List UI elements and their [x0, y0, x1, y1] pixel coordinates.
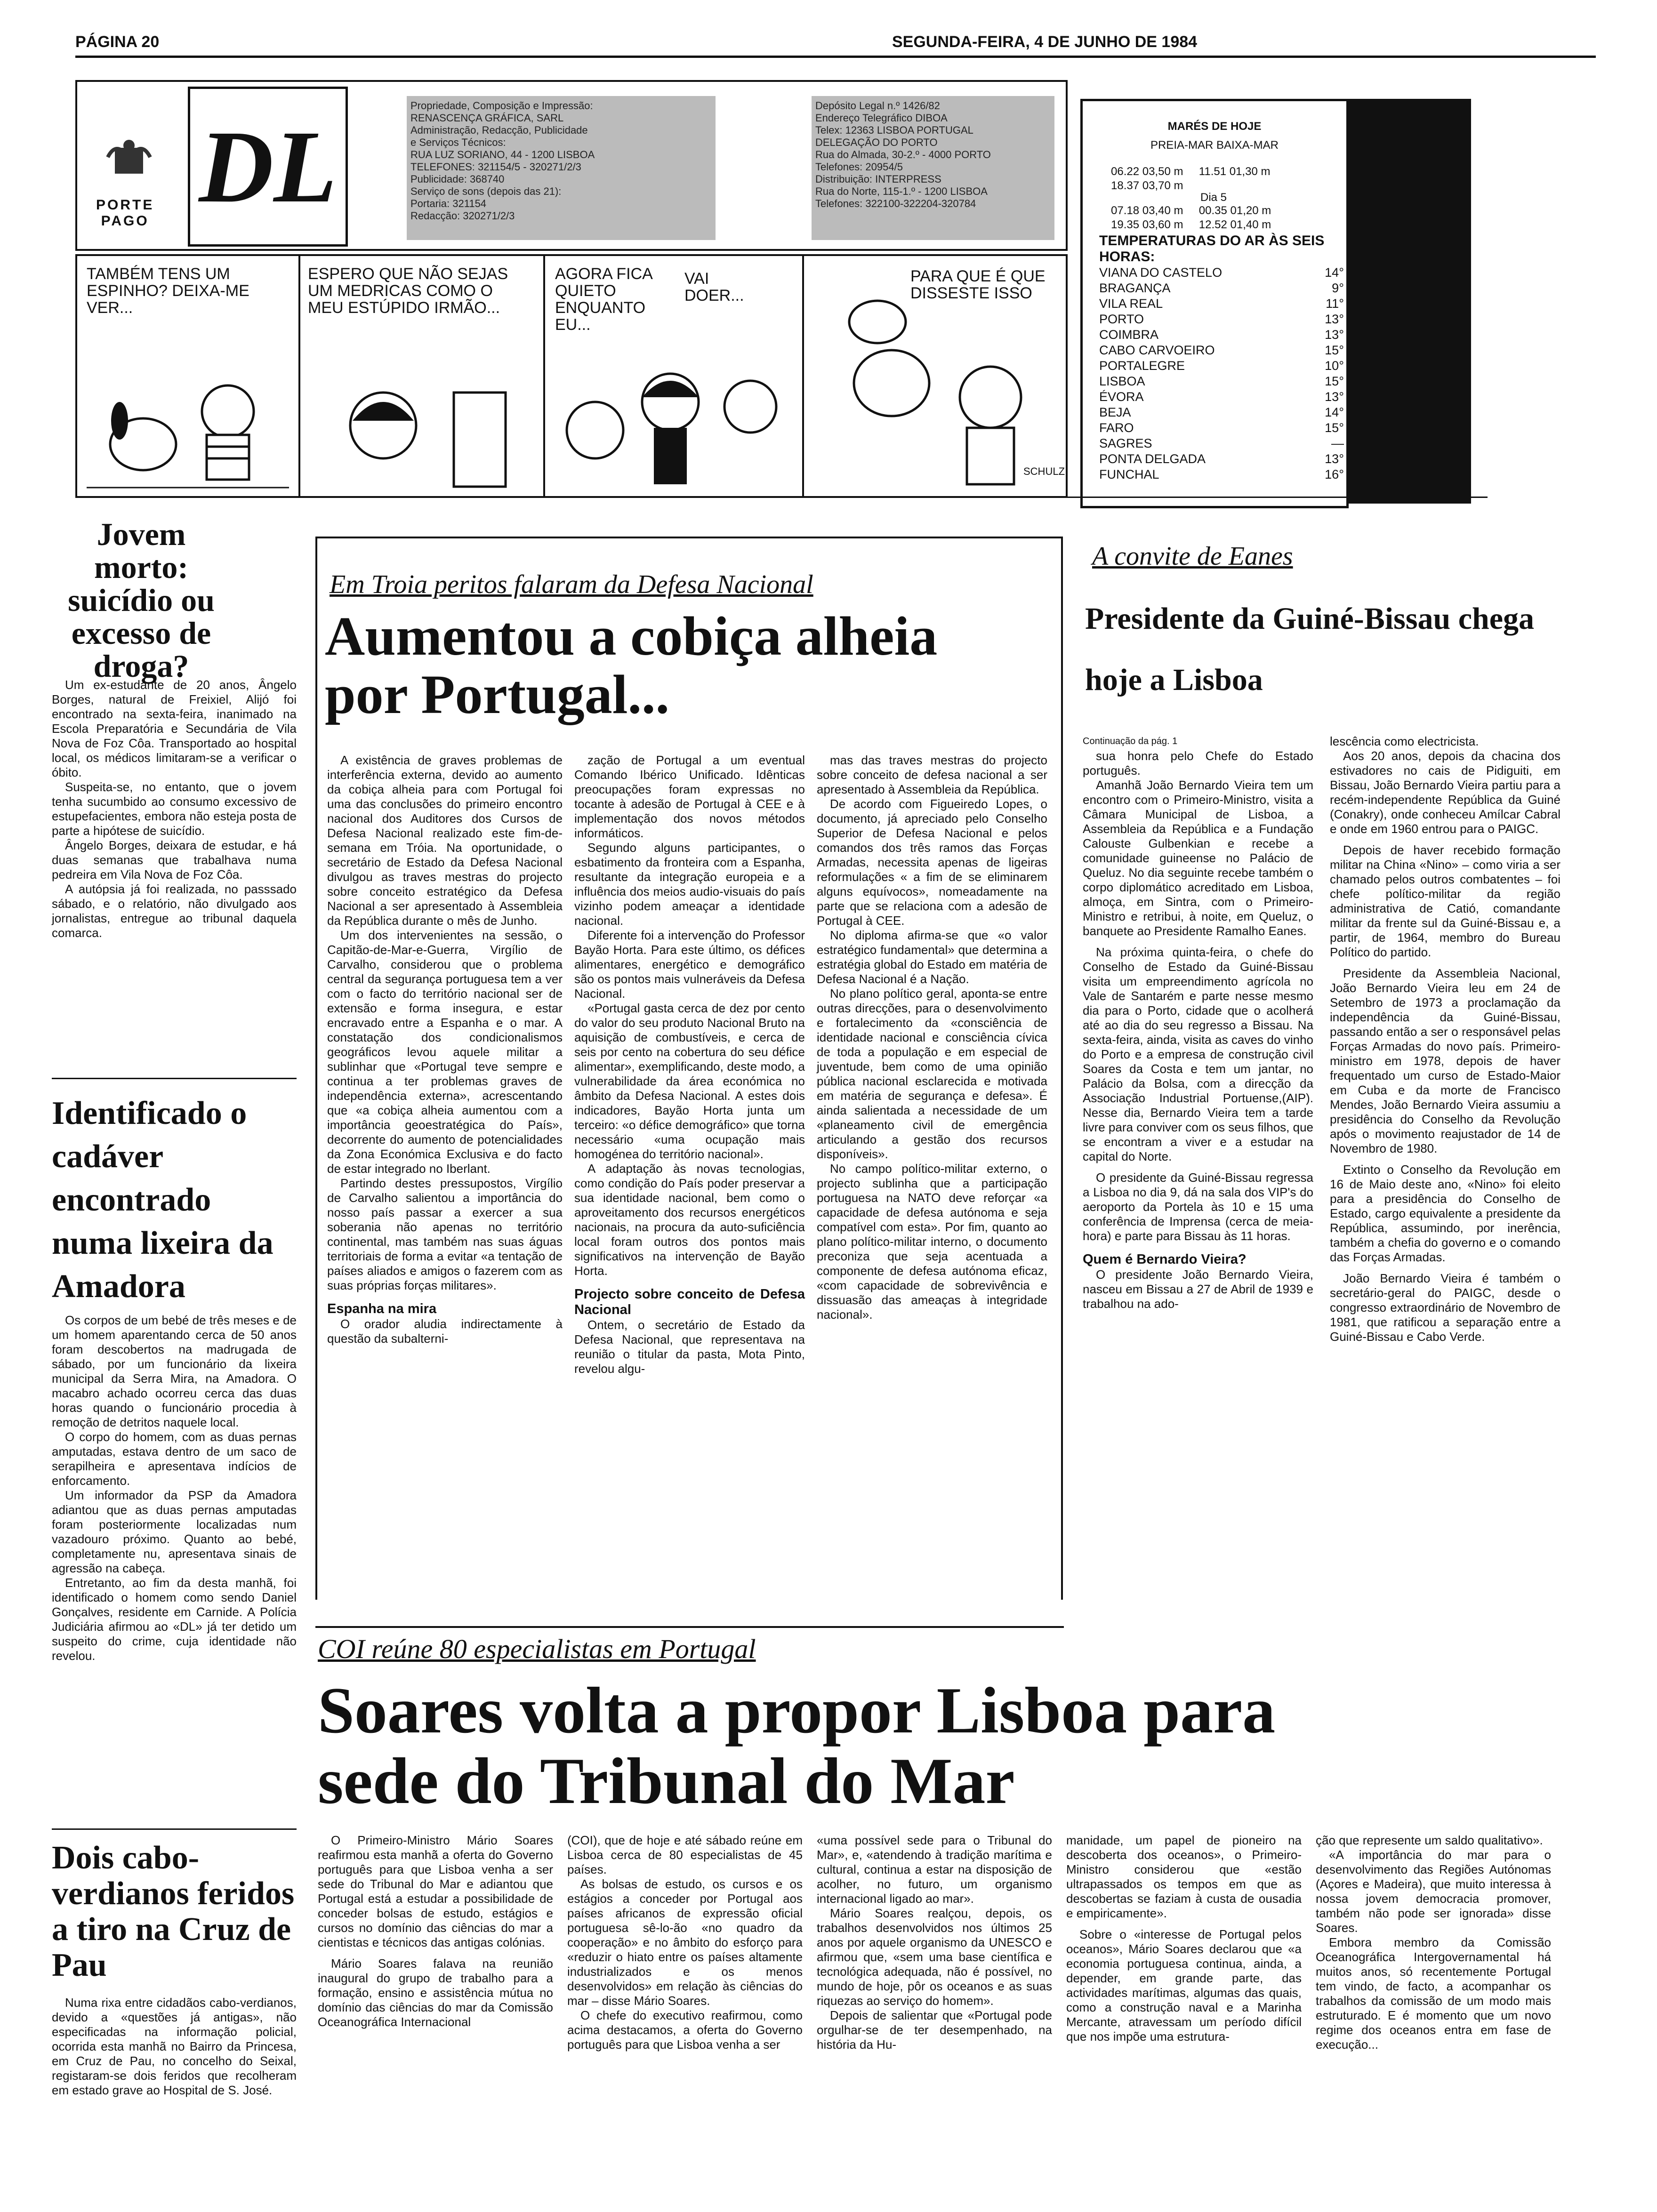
bottom-column-5: [1316, 1833, 1551, 2052]
temperature-row: [1099, 436, 1344, 451]
bottom-paragraph: (COI), que de hoje e até sábado reúne em Lisboa cerca de 80 especialistas de 45 países.: [567, 1833, 803, 1876]
center-subhead: Projecto sobre conceito de Defesa Nacional: [574, 1287, 805, 1317]
center-subhead: Espanha na mira: [327, 1301, 437, 1316]
center-title: Aumentou a cobiça alheia por Portugal...: [325, 605, 938, 725]
temperature-city: VIANA DO CASTELO: [1099, 265, 1223, 280]
comic-signature: SCHULZ: [1023, 465, 1065, 477]
center-paragraph: Partindo destes pressupostos, Virgílio de Carvalho salientou a importância do nosso país passar a exercer a sua soberania não apenas no território continental, mas também nas suas águas territoriais de forma a evitar «a tentação de países aliados e amigos o fazerem com as suas próprias forças militares».: [327, 1176, 563, 1292]
right-kicker: A convite de Eanes: [1092, 542, 1293, 571]
article-1-body: [52, 678, 297, 940]
page-date: SEGUNDA-FEIRA, 4 DE JUNHO DE 1984: [892, 33, 1198, 51]
temperature-city: COIMBRA: [1099, 328, 1159, 342]
bottom-paragraph: manidade, um papel de pioneiro na descoberta dos oceanos», o Primeiro-Ministro considerou que «estão ultrapassados os tempos em que as descobertas se faziam à custa de ousadia e empiricamente».: [1066, 1833, 1302, 1920]
temperature-city: PONTA DELGADA: [1099, 452, 1206, 466]
temperature-row: [1099, 343, 1344, 358]
comic-bubble-3b: VAI DOER...: [684, 270, 744, 305]
temperature-city: PORTALEGRE: [1099, 359, 1185, 373]
crest-icon: [105, 138, 153, 181]
masthead-legal: Depósito Legal n.º 1426/82 Endereço Telegráfico DIBOA Telex: 12363 LISBOA PORTUGAL DELEGAÇÃO DO PORTO Rua do Almada, 30-2.º - 4000 PORTO Telefones: 20954/5 Distribuição: INTERPRESS Rua do Norte, 115-1.º - 1200 LISBOA Telefones: 322100-322204-320784: [812, 96, 1054, 240]
right-paragraph: Amanhã João Bernardo Vieira tem um encontro com o Primeiro-Ministro, visita a Câmara Municipal de Lisboa, a Assembleia da República e a Fundação Calouste Gulbenkian e recebe a comunidade guineense no Palácio de Queluz. No dia seguinte recebe também o corpo diplomático acreditado em Lisboa, almoça, em Sintra, com o Primeiro-Ministro e retribui, à noite, em Queluz, o banquete ao Presidente Ramalho Eanes.: [1083, 778, 1313, 938]
article-1-paragraph: A autópsia já foi realizada, no passsado sábado, e o relatório, não divulgado aos jornalistas, entregue ao tribunal daquela comarca.: [52, 882, 297, 940]
temperature-city: FARO: [1099, 421, 1134, 435]
temperature-value: 9°: [1332, 281, 1344, 295]
temperature-row: [1099, 358, 1344, 374]
right-paragraph: Na próxima quinta-feira, o chefe do Conselho de Estado da Guiné-Bissau visita um empreendimento agrícola no Vale de Santarém e parte nesse mesmo dia para o Porto, cidade que o acolherá até ao dia do seu regresso a Bissau. Na sexta-feira, ainda, visita as caves do vinho do Porto e a empresa de construção civil Soares da Costa e tem um jantar, no Palácio da Bolsa, com a direcção da Associação Industrial Portuense,(AIP). Nesse dia, Bernardo Vieira tem a tarde livre para conviver com os seus filhos, que se encontram a viver e a estudar na capital do Norte.: [1083, 945, 1313, 1163]
right-paragraph: João Bernardo Vieira é também o secretário-geral do PAIGC, desde o congresso extraordinário de Novembro de 1981, que ratificou a separação entre a Guiné-Bissau e Cabo Verde.: [1330, 1271, 1560, 1344]
bottom-paragraph: ção que represente um saldo qualitativo».: [1316, 1833, 1543, 1847]
article-2-title: Identificado o cadáver encontrado numa lixeira da Amadora: [52, 1095, 273, 1305]
comic-panel-2: [298, 256, 545, 496]
temperature-row: [1099, 281, 1344, 296]
temperatures-title: TEMPERATURAS DO AR ÀS SEIS HORAS:: [1099, 233, 1325, 264]
header-rule: [75, 56, 1596, 58]
tides-day5-label: Dia 5: [1200, 191, 1227, 204]
dark-block: [1346, 99, 1471, 504]
temperature-row: [1099, 327, 1344, 343]
center-paragraph: Diferente foi a intervenção do Professor Bayão Horta. Para este último, os défices alimentares, energético e demográfico são os pontos mais vulneráveis da Defesa Nacional.: [574, 928, 805, 1001]
article-1-title: Jovem morto: suicídio ou excesso de droga?: [68, 516, 215, 684]
temperature-city: FUNCHAL: [1099, 467, 1159, 481]
comic-panel-3: [543, 256, 804, 496]
temperature-row: [1099, 265, 1344, 281]
bottom-column-1: [318, 1833, 553, 2029]
temperatures: [1099, 233, 1344, 482]
bottom-paragraph: O Primeiro-Ministro Mário Soares reafirmou esta manhã a oferta do Governo português para que Lisboa venha a ser sede do Tribunal do Mar e adiantou que Portugal está a estudar a possibilidade de conceder bolsas de estudo, estágios e cursos no domínio das ciências do mar a cientistas e técnicos das antigas colónias.: [318, 1833, 553, 1949]
masthead-owner: Propriedade, Composição e Impressão: RENASCENÇA GRÁFICA, SARL Administração, Redacção, Publicidade e Serviços Técnicos: RUA LUZ SORIANO, 44 - 1200 LISBOA TELEFONES: 321154/5 - 320271/2/3 Publicidade: 368740 Serviço de sons (depois das 21): Portaria: 321154 Redacção: 320271/2/3: [407, 96, 716, 240]
article-1-paragraph: Suspeita-se, no entanto, que o jovem tenha sucumbido ao consumo excessivo de estupefacientes, embora não esteja posta de parte a hipótese de suicídio.: [52, 780, 297, 838]
bottom-paragraph: As bolsas de estudo, os cursos e os estágios a conceder por Portugal aos países africanos de expressão oficial portuguesa sê-lo-ão «no quadro da cooperação» e no âmbito do esforço para «reduzir o hiato entre os países altamente industrializados e os menos desenvolvidos» em relação às ciências do mar – disse Mário Soares.: [567, 1877, 803, 2008]
bottom-title: Soares volta a propor Lisboa para sede do Tribunal do Mar: [318, 1674, 1276, 1818]
center-paragraph: Um dos intervenientes na sessão, o Capitão-de-Mar-e-Guerra, Virgílio de Carvalho, considerou que o problema central da segurança portuguesa tem a ver com o facto do território nacional ser de extensão e forma insegura, e estar encravado entre a Espanha e o mar. A constatação dos condicionalismos geográficos levou aquele militar a sublinhar que «Portugal teve sempre e continua a ter problemas graves de independência externa», acrescentando que «a cobiça alheia aumentou com a importância geoestratégica do País», decorrente do aumento de potencialidades da Zona Económica Exclusiva e do facto de estar integrado no Iberlant.: [327, 928, 563, 1176]
dl-logo: DL: [188, 87, 348, 247]
center-column-1: [327, 753, 563, 1346]
article-1-paragraph: Ângelo Borges, deixara de estudar, e há duas semanas que trabalhava numa pedreira em Vila Nova de Foz Côa.: [52, 838, 297, 882]
article-3-paragraph: Numa rixa entre cidadãos cabo-verdianos, devido a «questões já antigas», não especificadas na informação policial, ocorrida esta manhã no Bairro da Princesa, em Cruz de Pau, no concelho do Seixal, registaram-se dois feridos que recolheram em estado grave ao Hospital de S. José.: [52, 1996, 297, 2097]
article-2-paragraph: Entretanto, ao fim da desta manhã, foi identificado o homem como sendo Daniel Gonçalves, residente em Carnide. A Polícia Judiciária afirmou ao «DL» já ter detido um suspeito do crime, cuja identidade não revelou.: [52, 1576, 297, 1663]
right-paragraph: lescência como electricista.: [1330, 734, 1479, 748]
right-title: Presidente da Guiné-Bissau chega hoje a Lisboa: [1085, 601, 1535, 697]
bottom-paragraph: O chefe do executivo reafirmou, como acima destacamos, a oferta do Governo português para que Lisboa venha a ser: [567, 2008, 803, 2052]
comic-bubble-3a: AGORA FICA QUIETO ENQUANTO EU...: [555, 265, 652, 334]
temperature-value: 13°: [1325, 452, 1344, 466]
center-paragraph: No diploma afirma-se que «o valor estratégico fundamental» que determina a estratégia global do Estado em matéria de Defesa Nacional é a Nação.: [817, 928, 1047, 986]
temperature-row: [1099, 374, 1344, 389]
temperature-row: [1099, 389, 1344, 405]
snoopy-linus-drawing: [821, 284, 1047, 491]
snoopy-lucy-drawing: [87, 364, 289, 491]
article-2-paragraph: Um informador da PSP da Amadora adiantou que as duas pernas amputadas foram posteriormente localizadas num vazadouro próximo. Quanto ao bebé, completamente nu, apresentava sinais de agressão na cabeça.: [52, 1488, 297, 1575]
article-1-paragraph: Um ex-estudante de 20 anos, Ângelo Borges, natural de Freixiel, Alijó foi encontrado na sexta-feira, inanimado na Escola Preparatória e Secundária de Vila Nova de Foz Côa. Transportado ao hospital local, os médicos limitaram-se a verificar o óbito.: [52, 678, 297, 779]
right-paragraph: O presidente João Bernardo Vieira, nasceu em Bissau a 27 de Abril de 1939 e trabalhou na ado-: [1083, 1267, 1313, 1311]
article-2-body: [52, 1313, 297, 1663]
article-2-paragraph: Os corpos de um bebé de três meses e de um homem aparentando cerca de 50 anos foram descobertos na madrugada de sábado, por um funcionário da lixeira municipal da Serra Mira, na Amadora. O macabro achado ocorreu cerca das duas horas quando o funcionário procedia à remoção de detritos naquele local.: [52, 1313, 297, 1429]
bottom-paragraph: Mário Soares realçou, depois, os trabalhos desenvolvidos nos últimos 25 anos por aquele organismo da UNESCO e afirmou que, «sem uma base científica e tecnológica adequada, não é possível, no mundo de hoje, pôr os oceanos e as suas riquezas ao serviço do homem».: [817, 1906, 1052, 2008]
temperature-row: [1099, 312, 1344, 327]
article-3-body: [52, 1996, 297, 2098]
article-2-paragraph: O corpo do homem, com as duas pernas amputadas, estava dentro de um saco de serapilheira e apresentava indícios de enforcamento.: [52, 1430, 297, 1488]
temperature-value: 15°: [1325, 421, 1344, 435]
right-paragraph: Aos 20 anos, depois da chacina dos estivadores no cais de Pidiguiti, em Bissau, João Bernardo Vieira partiu para a recém-independente República da Guiné (Conakry), onde conheceu Amílcar Cabral e onde em 1960 entrou para o PAIGC.: [1330, 749, 1560, 836]
left-rule-1: [52, 1078, 297, 1079]
masthead: [75, 80, 1068, 251]
bottom-paragraph: «A importância do mar para o desenvolvimento das Regiões Autónomas (Açores e Madeira), que muito interessa à nossa jovem democracia promover, também não pode ser ignorada» disse Soares.: [1316, 1848, 1551, 1935]
bottom-paragraph: Mário Soares falava na reunião inaugural do grupo de trabalho para a formação, ensino e assistência mútua no domínio das ciências do mar da Comissão Oceanográfica Internacional: [318, 1956, 553, 2029]
temperature-city: VILA REAL: [1099, 297, 1163, 311]
temperature-value: 13°: [1325, 328, 1344, 342]
temperature-value: 16°: [1325, 467, 1344, 481]
temperature-list: [1099, 265, 1344, 482]
center-paragraph: De acordo com Figueiredo Lopes, o documento, já apreciado pelo Conselho Superior de Defesa Nacional e pelos comandos dos três ramos das Forças Armadas, necessita apenas de ligeiras reformulações « a fim de se eliminarem alguns equívocos», nomeadamente na parte que se relaciona com a adesão de Portugal à CEE.: [817, 797, 1047, 928]
center-kicker: Em Troia peritos falaram da Defesa Nacional: [330, 570, 813, 599]
center-paragraph: Ontem, o secretário de Estado da Defesa Nacional, que representava na reunião o titular da pasta, Mota Pinto, revelou algu-: [574, 1318, 805, 1376]
right-column-1: [1083, 734, 1313, 1311]
temperature-row: [1099, 420, 1344, 436]
bottom-kicker: COI reúne 80 especialistas em Portugal: [318, 1634, 756, 1664]
tides-day4: 06.22 03,50 m 11.51 01,30 m 18.37 03,70 m: [1111, 165, 1271, 192]
bottom-paragraph: «uma possível sede para o Tribunal do Mar», e, «atendendo à tradição marítima e cultural, continua a estar na disposição de acolher, no futuro, um organismo internacional ligado ao mar».: [817, 1833, 1052, 1906]
temperature-value: 13°: [1325, 390, 1344, 404]
continuation-note: Continuação da pág. 1: [1083, 736, 1178, 746]
temperature-row: [1099, 451, 1344, 467]
left-rule-2: [52, 1828, 297, 1830]
tides-day5: 07.18 03,40 m 00.35 01,20 m 19.35 03,60 m 12.52 01,40 m: [1111, 204, 1271, 231]
comic-panel-1: [77, 256, 300, 496]
comic-bubble-2: ESPERO QUE NÃO SEJAS UM MEDRICAS COMO O MEU ESTÚPIDO IRMÃO...: [308, 265, 508, 317]
center-bottom-rule: [315, 1626, 1064, 1628]
comic-bubble-1: TAMBÉM TENS UM ESPINHO? DEIXA-ME VER...: [87, 265, 249, 317]
temperature-value: 11°: [1326, 297, 1344, 311]
temperature-city: PORTO: [1099, 312, 1144, 326]
temperature-value: 15°: [1325, 374, 1344, 388]
temperature-value: 14°: [1325, 405, 1344, 419]
tides-title: MARÉS DE HOJE: [1167, 120, 1262, 133]
temperature-city: CABO CARVOEIRO: [1099, 343, 1215, 357]
right-column-2: [1330, 734, 1560, 1344]
temperature-city: SAGRES: [1099, 436, 1152, 450]
comic-rule: [75, 497, 1488, 498]
center-column-2: [574, 753, 805, 1376]
temperature-value: 14°: [1325, 265, 1344, 280]
center-paragraph: mas das traves mestras do projecto sobre conceito de defesa nacional a ser apresentado à Assembleia da República.: [817, 753, 1047, 796]
temperature-value: —: [1331, 436, 1344, 450]
temperature-value: 13°: [1325, 312, 1344, 326]
center-paragraph: «Portugal gasta cerca de dez por cento do valor do seu produto Nacional Bruto na aquisição de combustíveis, e cerca de seis por cento na cobertura do seu défice alimentar», exemplificando, deste modo, a vulnerabilidade da área económica no âmbito da Defesa Nacional. A estes dois indicadores, Bayão Horta junta um terceiro: «o défice demográfico» que torna necessário «uma ocupação mais homogénea do território nacional».: [574, 1001, 805, 1161]
temperature-row: [1099, 467, 1344, 482]
page-number: PÁGINA 20: [75, 33, 160, 51]
temperature-city: LISBOA: [1099, 374, 1145, 388]
article-3-title: Dois cabo-verdianos feridos a tiro na Cruz de Pau: [52, 1840, 295, 1983]
center-paragraph: No plano político geral, aponta-se entre outras direcções, para o desenvolvimento e fortalecimento da «consciência de identidade nacional e consciência cívica de toda a população e em especial de juventude, bem como de uma opinião pública nacional esclarecida e motivada em matéria de segurança e defesa». É ainda salientada a necessidade de um «planeamento civil de emergência articulando a gestão dos recursos disponíveis».: [817, 986, 1047, 1161]
temperature-city: BRAGANÇA: [1099, 281, 1171, 295]
tides-columns: PREIA-MAR BAIXA-MAR: [1150, 139, 1279, 152]
bottom-paragraph: Sobre o «interesse de Portugal pelos oceanos», Mário Soares declarou que «a economia portuguesa continua, ainda, a depender, em grande parte, das actividades marítimas, algumas das quais, como a construção naval e a Marinha Mercante, atravessam um período difícil que nos impõe uma estrutura-: [1066, 1927, 1302, 2044]
center-paragraph: Segundo alguns participantes, o esbatimento da fronteira com a Espanha, resultante da integração europeia e a influência dos meios audio-visuais do país vizinho podem ameaçar a identidade nacional.: [574, 841, 805, 928]
right-paragraph: sua honra pelo Chefe do Estado português.: [1083, 749, 1313, 777]
center-paragraph: O orador aludia indirectamente à questão da subalterni-: [327, 1317, 563, 1346]
center-paragraph: A adaptação às novas tecnologias, como condição do País poder preservar a sua identidade nacional, bem como o aproveitamento dos recursos energéticos nacionais, na procura da auto-suficiência local foram outros dos pontos mais significativos na intervenção de Bayão Horta.: [574, 1162, 805, 1278]
bottom-paragraph: Embora membro da Comissão Oceanográfica Intergovernamental há muitos anos, só recentemente Portugal tem vindo, de facto, a acompanhar os trabalhos da comissão de um modo mais estruturado. E é momento que um novo regime dos oceanos entra em fase de execução...: [1316, 1935, 1551, 2052]
temperature-city: ÉVORA: [1099, 390, 1144, 404]
temperature-row: [1099, 405, 1344, 420]
bottom-paragraph: Depois de salientar que «Portugal pode orgulhar-se de ter desempenhado, na história da Hu-: [817, 2008, 1052, 2052]
bottom-column-4: [1066, 1833, 1302, 2044]
center-paragraph: A existência de graves problemas de interferência externa, devido ao aumento da cobiça alheia para com Portugal foi uma das conclusões do primeiro encontro nacional dos Auditores dos Cursos de Defesa Nacional realizado este fim-de-semana em Tróia. Na oportunidade, o secretário de Estado da Defesa Nacional divulgou as traves mestras do projecto sobre conceito estratégico da Defesa Nacional a ser apresentado à Assembleia da República durante o mês de Junho.: [327, 753, 563, 928]
right-paragraph: Depois de haver recebido formação militar na China «Nino» – como viria a ser chamado pelos outros combatentes – foi chefe político-militar da região administrativa de Catió, comandante militar da frente sul da Guiné-Bissau e, a partir, de 1964, membro do Bureau Político do partido.: [1330, 843, 1560, 959]
temperature-city: BEJA: [1099, 405, 1131, 419]
page-header: [75, 28, 1596, 56]
temperature-value: 15°: [1325, 343, 1344, 357]
center-column-3: [817, 753, 1047, 1322]
right-subhead: Quem é Bernardo Vieira?: [1083, 1252, 1247, 1267]
center-paragraph: No campo político-militar externo, o projecto sublinha que a participação portuguesa na NATO deve reforçar «a capacidade de defesa autónoma e seja compatível com esta». Por fim, quanto ao plano político-militar interno, o documento preconiza que seja acentuada a componente de defesa autónoma eficaz, «com capacidade de sobrevivência e dissuasão das ameaças à integridade nacional».: [817, 1162, 1047, 1322]
comic-strip: [75, 254, 1068, 498]
porte-pago: PORTE PAGO: [96, 197, 154, 229]
comic-bubble-4: PARA QUE É QUE DISSESTE ISSO: [910, 267, 1046, 302]
bottom-column-2: [567, 1833, 803, 2052]
center-paragraph: zação de Portugal a um eventual Comando Ibérico Unificado. Idênticas preocupações foram expressas no tocante à adesão de Portugal à CEE e à implementação dos novos métodos informáticos.: [574, 753, 805, 840]
right-paragraph: O presidente da Guiné-Bissau regressa a Lisboa no dia 9, dá na sala dos VIP's do aeroporto da Portela às 10 e 15 uma conferência de Imprensa (cerca de meia-hora) e parte para Bissau às 11 horas.: [1083, 1170, 1313, 1243]
lucy-drawing: [313, 374, 534, 491]
right-paragraph: Presidente da Assembleia Nacional, João Bernardo Vieira leu em 24 de Setembro de 1973 a proclamação da independência da Guiné-Bissau, passando então a ser o responsável pelas Forças Armadas do novo país. Primeiro-ministro em 1978, depois de haver frequentado um curso de Estado-Maior em Cuba e da morte de Francisco Mendes, João Bernardo Vieira assumiu a presidência do Conselho da Revolução após o movimento reajustador de 14 de Novembro de 1980.: [1330, 966, 1560, 1155]
temperature-value: 10°: [1325, 359, 1344, 373]
right-paragraph: Extinto o Conselho da Revolução em 16 de Maio deste ano, «Nino» foi eleito para a presidência do Conselho de Estado, cargo equivalente a presidente da República, assumindo, por inerência, também a chefia do governo e o comando das Forças Armadas.: [1330, 1162, 1560, 1264]
tides-box: [1080, 99, 1349, 508]
comic-panel-4: [802, 256, 1066, 496]
snoopy-lucy-linus-drawing: [553, 364, 788, 491]
temperature-row: [1099, 296, 1344, 312]
bottom-column-3: [817, 1833, 1052, 2052]
